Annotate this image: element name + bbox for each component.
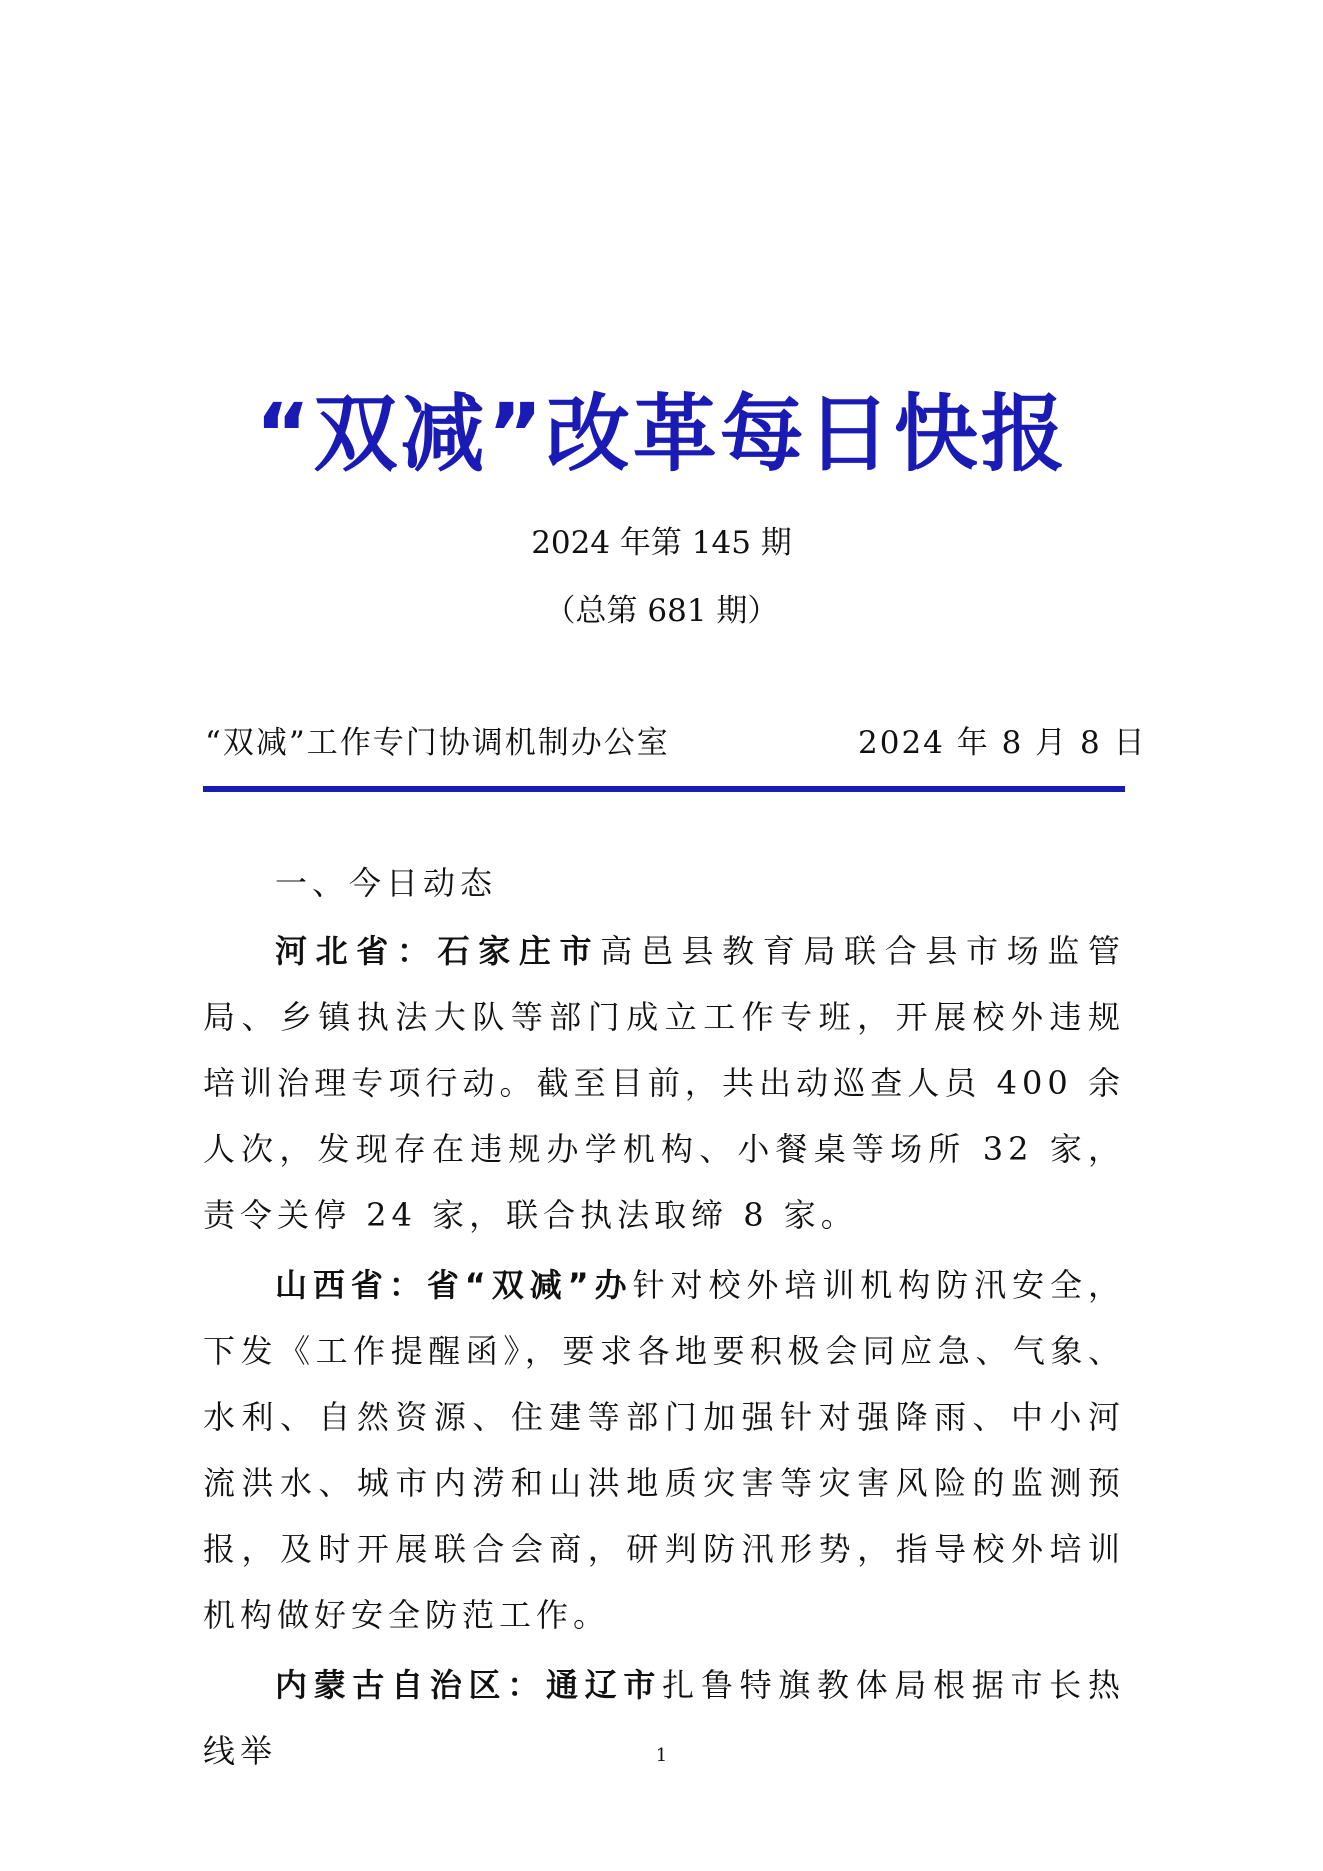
news-item-text: 针对校外培训机构防汛安全，下发《工作提醒函》，要求各地要积极会同应急、气象、水利、自然资源、住建等部门加强针对强降雨、中小河流洪水、城市内涝和山洪地质灾害等灾害风险的监测预报，及时开展联合会商，研判防汛形势，指导校外培训机构做好安全防范工作。 [203,1266,1125,1634]
news-item-city: 通辽市 [546,1666,663,1704]
news-item-text: 扎鲁特旗教体局根据市长热线举 [203,1666,1125,1770]
news-item-text: 高邑县教育局联合县市场监管局、乡镇执法大队等部门成立工作专班，开展校外违规培训治理专项行动。截至目前，共出动巡查人员 400 余人次，发现存在违规办学机构、小餐桌等场所 32 家，责令关停 24 家，联合执法取缔 8 家。 [203,932,1125,1234]
news-item-shanxi [203,1252,1125,1648]
news-item-region: 内蒙古自治区： [275,1666,546,1704]
section-heading: 一、今日动态 [275,864,498,902]
issue-date: 2024 年 8 月 8 日 [858,725,1147,761]
news-item-hebei [203,918,1125,1248]
news-item-city: 省“双减”办 [426,1266,633,1304]
report-title: “双减”改革每日快报 [255,385,1068,483]
news-item-region: 河北省： [275,932,438,970]
header-divider [203,786,1125,792]
report-body [203,850,1125,1788]
issue-number: 2024 年第 145 期 [531,525,792,561]
issuing-office: “双减”工作专门协调机制办公室 [205,725,670,761]
news-item-city: 石家庄市 [437,932,601,970]
news-item-region: 山西省： [275,1266,427,1304]
page-number: 1 [655,1745,668,1766]
total-issue-number: （总第 681 期） [544,593,779,629]
